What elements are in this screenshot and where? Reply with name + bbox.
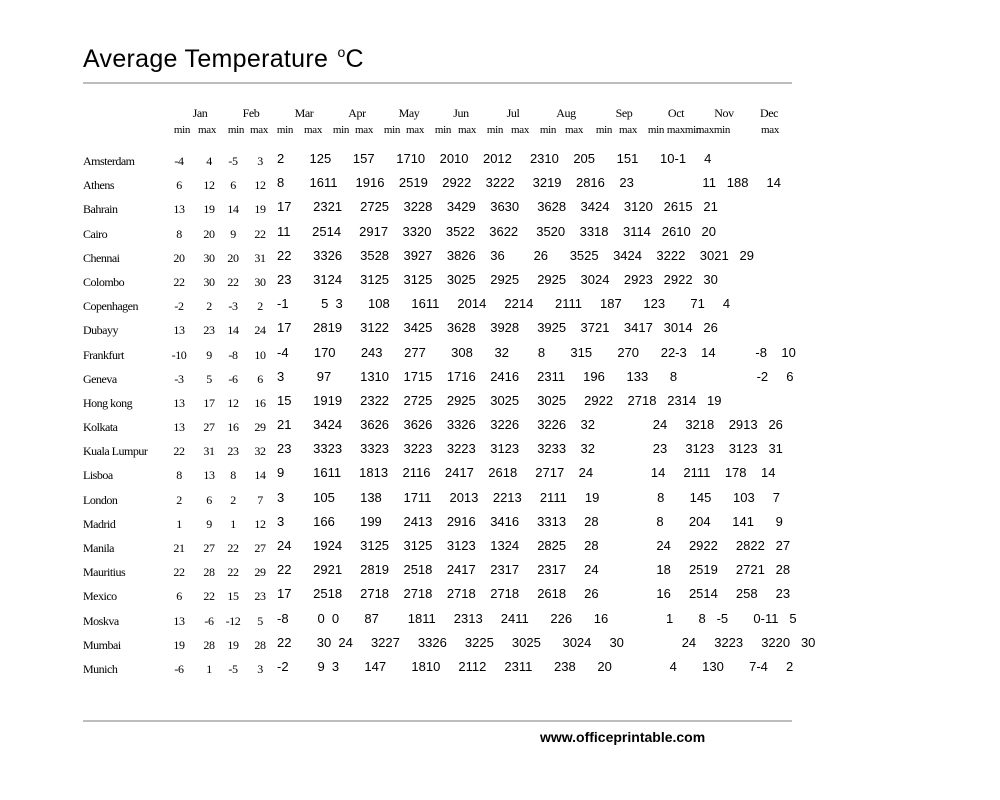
minmax-label: max xyxy=(564,124,584,136)
month-label: Feb xyxy=(242,106,260,120)
row-values: 22 2921 2819 2518 2417 2317 2317 24 18 2519 2721 28 xyxy=(277,562,791,578)
minmax-label: maxmin xyxy=(695,124,731,136)
table-cell: 31 xyxy=(254,250,266,265)
minmax-label: max xyxy=(303,124,323,136)
month-label: Mar xyxy=(294,106,314,120)
table-row xyxy=(0,198,1000,222)
table-cell: 1 xyxy=(176,516,182,531)
table-cell: 12 xyxy=(227,395,239,410)
table-cell: 31 xyxy=(203,444,215,459)
minmax-label: min xyxy=(539,124,557,136)
table-cell: -6 xyxy=(228,371,238,386)
table-cell: 22 xyxy=(227,565,239,580)
table-cell: 9 xyxy=(206,347,212,362)
footer-url[interactable]: www.officeprintable.com xyxy=(540,729,706,745)
city-name: Mumbai xyxy=(83,637,121,652)
minmax-label: max xyxy=(760,124,780,136)
table-row xyxy=(0,271,1000,295)
table-cell: 6 xyxy=(176,589,182,604)
table-row xyxy=(0,561,1000,585)
city-name: Chennai xyxy=(83,250,120,265)
table-row xyxy=(0,392,1000,416)
minmax-label: min xyxy=(332,124,350,136)
table-cell: -3 xyxy=(228,299,238,314)
table-cell: 9 xyxy=(230,226,236,241)
month-label: May xyxy=(398,106,420,120)
table-cell: 12 xyxy=(203,178,215,193)
table-cell: 13 xyxy=(173,323,185,338)
table-row xyxy=(0,344,1000,368)
month-label: Oct xyxy=(667,106,685,120)
table-row xyxy=(0,634,1000,658)
row-values: 11 2514 2917 3320 3522 3622 3520 3318 3114 2610 20 xyxy=(277,223,716,239)
minmax-label: max xyxy=(197,124,217,136)
table-cell: 28 xyxy=(254,637,266,652)
table-cell: 28 xyxy=(203,565,215,580)
table-cell: 23 xyxy=(227,444,239,459)
table-cell: 14 xyxy=(227,202,239,217)
city-name: Moskva xyxy=(83,613,119,628)
city-name: Copenhagen xyxy=(83,299,138,314)
table-cell: -10 xyxy=(171,347,187,362)
table-cell: 15 xyxy=(227,589,239,604)
city-name: Manila xyxy=(83,541,114,555)
table-cell: 19 xyxy=(227,637,239,652)
table-cell: 29 xyxy=(254,565,266,580)
table-cell: 32 xyxy=(254,444,266,459)
table-cell: 6 xyxy=(176,178,182,193)
table-cell: 2 xyxy=(230,492,236,507)
table-cell: 21 xyxy=(173,541,185,555)
minmax-label: min xyxy=(486,124,504,136)
table-cell: 13 xyxy=(173,395,185,410)
table-row xyxy=(0,319,1000,343)
city-name: Geneva xyxy=(83,371,117,386)
table-cell: 16 xyxy=(227,420,239,435)
table-cell: -2 xyxy=(174,299,184,314)
city-name: Munich xyxy=(83,661,118,676)
table-cell: 19 xyxy=(254,202,266,217)
month-header xyxy=(0,106,1000,120)
month-label: Aug xyxy=(556,106,576,120)
table-cell: 8 xyxy=(230,468,236,483)
minmax-label: min xyxy=(276,124,294,136)
table-cell: 30 xyxy=(254,274,266,289)
table-row xyxy=(0,174,1000,198)
table-row xyxy=(0,150,1000,174)
table-cell: -5 xyxy=(228,661,238,676)
table-cell: 16 xyxy=(254,395,266,410)
row-values: -1 5 3 108 1611 2014 2214 2111 187 123 71 4 xyxy=(277,296,731,312)
city-name: Kolkata xyxy=(83,420,118,435)
table-row xyxy=(0,223,1000,247)
table-cell: 8 xyxy=(176,468,182,483)
city-name: Kuala Lumpur xyxy=(83,444,148,459)
minmax-label: min xyxy=(173,124,191,136)
month-label: Apr xyxy=(348,106,366,120)
table-cell: 22 xyxy=(227,541,239,555)
table-row xyxy=(0,416,1000,440)
minmax-label: min xyxy=(647,124,665,136)
table-row xyxy=(0,368,1000,392)
row-values: 23 3124 3125 3125 3025 2925 2925 3024 2923 2922 30 xyxy=(277,271,718,287)
table-cell: 7 xyxy=(257,492,263,507)
table-row xyxy=(0,464,1000,488)
table-row xyxy=(0,658,1000,682)
city-name: Frankfurt xyxy=(83,347,124,362)
minmax-label: max xyxy=(249,124,269,136)
table-cell: 20 xyxy=(203,226,215,241)
table-row xyxy=(0,440,1000,464)
table-row xyxy=(0,585,1000,609)
table-row xyxy=(0,489,1000,513)
table-row xyxy=(0,247,1000,271)
row-values: 3 105 138 1711 2013 2213 2111 19 8 145 103 7 xyxy=(277,489,780,505)
degree-mark: o xyxy=(337,44,346,60)
table-cell: 13 xyxy=(173,613,185,628)
table-cell: 5 xyxy=(257,613,263,628)
table-cell: 27 xyxy=(203,420,215,435)
city-name: Mauritius xyxy=(83,565,126,580)
table-cell: 6 xyxy=(230,178,236,193)
month-label: Jan xyxy=(192,106,208,120)
month-label: Nov xyxy=(714,106,734,120)
table-cell: 19 xyxy=(173,637,185,652)
minmax-label: max xyxy=(618,124,638,136)
minmax-label: min xyxy=(595,124,613,136)
table-cell: 10 xyxy=(254,347,266,362)
table-cell: -6 xyxy=(204,613,214,628)
table-cell: 13 xyxy=(173,420,185,435)
row-values: 21 3424 3626 3626 3326 3226 3226 32 24 3218 2913 26 xyxy=(277,417,783,433)
minmax-label: max xyxy=(405,124,425,136)
table-cell: 3 xyxy=(257,154,263,168)
table-cell: -5 xyxy=(228,154,238,168)
table-cell: 2 xyxy=(206,299,212,314)
table-cell: 19 xyxy=(203,202,215,217)
minmax-label: max xyxy=(354,124,374,136)
table-cell: 5 xyxy=(206,371,212,386)
page-title: Average Temperature $^o$C xyxy=(83,44,364,73)
city-name: Dubayy xyxy=(83,323,118,338)
table-cell: 1 xyxy=(230,516,236,531)
city-name: Amsterdam xyxy=(83,154,135,168)
table-cell: 2 xyxy=(176,492,182,507)
table-cell: 22 xyxy=(173,274,185,289)
table-cell: 23 xyxy=(203,323,215,338)
table-cell: 20 xyxy=(227,250,239,265)
table-cell: 22 xyxy=(173,565,185,580)
row-values: 3 166 199 2413 2916 3416 3313 28 8 204 141 9 xyxy=(277,513,783,529)
table-cell: 27 xyxy=(203,541,215,555)
city-name: Athens xyxy=(83,178,114,193)
table-cell: 14 xyxy=(254,468,266,483)
temperature-table xyxy=(0,150,1000,682)
row-values: -8 0 0 87 1811 2313 2411 226 16 1 8 -5 0-11 5 xyxy=(277,610,797,626)
table-row xyxy=(0,295,1000,319)
row-values: 22 30 24 3227 3326 3225 3025 3024 30 24 3223 3220 30 xyxy=(277,634,816,650)
table-cell: 13 xyxy=(203,468,215,483)
row-values: 17 2518 2718 2718 2718 2718 2618 26 16 2514 258 23 xyxy=(277,586,791,602)
row-values: 17 2819 3122 3425 3628 3928 3925 3721 3417 3014 26 xyxy=(277,320,718,336)
table-cell: 1 xyxy=(206,661,212,676)
row-values: 3 97 1310 1715 1716 2416 2311 196 133 8 -2 6 xyxy=(277,368,794,384)
table-cell: 12 xyxy=(254,178,266,193)
month-label: Jun xyxy=(453,106,469,120)
table-cell: 22 xyxy=(173,444,185,459)
city-name: Colombo xyxy=(83,274,125,289)
minmax-header xyxy=(0,124,1000,138)
table-cell: 8 xyxy=(176,226,182,241)
minmax-label: maxmin xyxy=(666,124,702,136)
table-cell: 23 xyxy=(254,589,266,604)
table-cell: 29 xyxy=(254,420,266,435)
row-values: 9 1611 1813 2116 2417 2618 2717 24 14 2111 178 14 xyxy=(277,465,776,481)
city-name: Cairo xyxy=(83,226,108,241)
table-cell: 4 xyxy=(206,154,212,168)
table-cell: -3 xyxy=(174,371,184,386)
table-row xyxy=(0,513,1000,537)
city-name: Lisboa xyxy=(83,468,113,483)
minmax-label: max xyxy=(510,124,530,136)
table-cell: -12 xyxy=(225,613,241,628)
table-cell: -8 xyxy=(228,347,238,362)
table-cell: 22 xyxy=(254,226,266,241)
row-values: 2 125 157 1710 2010 2012 2310 205 151 10-1 4 xyxy=(277,151,712,166)
row-values: 24 1924 3125 3125 3123 1324 2825 28 24 2922 2822 27 xyxy=(277,538,791,553)
table-cell: 30 xyxy=(203,274,215,289)
table-cell: 6 xyxy=(257,371,263,386)
row-values: 23 3323 3323 3223 3223 3123 3233 32 23 3123 3123 31 xyxy=(277,441,783,457)
bottom-divider xyxy=(83,720,792,722)
minmax-label: min xyxy=(383,124,401,136)
table-cell: -6 xyxy=(174,661,184,676)
table-row xyxy=(0,610,1000,634)
month-label: Sep xyxy=(615,106,633,120)
minmax-label: min xyxy=(227,124,245,136)
top-divider xyxy=(83,82,792,84)
table-cell: 17 xyxy=(203,395,215,410)
table-cell: 13 xyxy=(173,202,185,217)
table-cell: 24 xyxy=(254,323,266,338)
row-values: 22 3326 3528 3927 3826 36 26 3525 3424 3222 3021 29 xyxy=(277,247,755,263)
row-values: 8 1611 1916 2519 2922 3222 3219 2816 23 11 188 14 xyxy=(277,175,781,191)
table-cell: 6 xyxy=(206,492,212,507)
month-label: Dec xyxy=(759,106,779,120)
table-cell: 22 xyxy=(203,589,215,604)
table-cell: 27 xyxy=(254,541,266,555)
city-name: Hong kong xyxy=(83,395,133,410)
table-cell: 22 xyxy=(227,274,239,289)
minmax-label: max xyxy=(457,124,477,136)
month-label: Jul xyxy=(506,106,520,120)
minmax-label: min xyxy=(434,124,452,136)
table-cell: 14 xyxy=(227,323,239,338)
row-values: -4 170 243 277 308 32 8 315 270 22-3 14 -8 10 xyxy=(277,344,796,360)
row-values: 17 2321 2725 3228 3429 3630 3628 3424 3120 2615 21 xyxy=(277,199,718,215)
table-cell: 2 xyxy=(257,299,263,314)
table-cell: 9 xyxy=(206,516,212,531)
table-row xyxy=(0,537,1000,561)
city-name: London xyxy=(83,492,118,507)
table-cell: 28 xyxy=(203,637,215,652)
row-values: 15 1919 2322 2725 2925 3025 3025 2922 2718 2314 19 xyxy=(277,392,722,408)
table-cell: 30 xyxy=(203,250,215,265)
table-cell: 3 xyxy=(257,661,263,676)
row-values: -2 9 3 147 1810 2112 2311 238 20 4 130 7-4 2 xyxy=(277,658,794,674)
city-name: Bahrain xyxy=(83,202,118,217)
city-name: Mexico xyxy=(83,589,117,604)
table-cell: 12 xyxy=(254,516,266,531)
table-cell: 20 xyxy=(173,250,185,265)
city-name: Madrid xyxy=(83,516,116,531)
table-cell: -4 xyxy=(174,154,184,168)
